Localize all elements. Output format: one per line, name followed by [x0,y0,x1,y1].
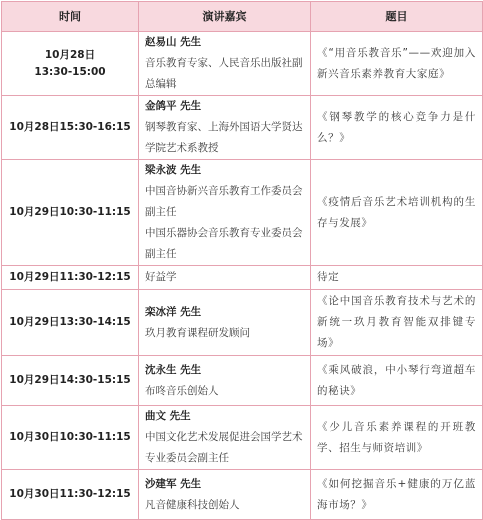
time-text: 10月30日10:30-11:15 [9,431,131,443]
speaker-description: 玖月教育课程研发顾问 [145,326,250,339]
time-text: 10月29日11:30-12:15 [9,271,131,283]
topic-cell: 《“用音乐教音乐”——欢迎加入新兴音乐素养教育大家庭》 [311,32,483,96]
header-speaker: 演讲嘉宾 [139,2,311,32]
topic-cell: 《如何挖掘音乐+健康的万亿蓝海市场？》 [311,470,483,520]
speaker-description: 中国文化艺术发展促进会国学艺术专业委员会副主任 [145,431,303,464]
time-text: 13:30-15:00 [34,65,106,78]
topic-cell: 《论中国音乐教育技术与艺术的新统一玖月教育智能双排键专场》 [311,290,483,356]
table-row [2,290,483,356]
time-cell [2,32,139,96]
table-row [2,266,483,290]
time-text: 10月29日10:30-11:15 [9,206,131,218]
topic-cell: 待定 [311,266,483,290]
time-text: 10月30日11:30-12:15 [9,488,131,500]
speaker-description: 好益学 [145,271,177,283]
table-row [2,160,483,266]
speaker-cell [139,290,311,356]
time-cell [2,470,139,520]
speaker-description: 凡音健康科技创始人 [145,498,240,511]
time-cell [2,356,139,406]
time-text: 10月29日14:30-15:15 [9,374,131,386]
speaker-description: 音乐教育专家、人民音乐出版社副总编辑 [145,57,303,90]
time-cell [2,290,139,356]
speaker-cell [139,266,311,290]
speaker-name: 赵易山 先生 [145,36,202,48]
topic-cell: 《疫情后音乐艺术培训机构的生存与发展》 [311,160,483,266]
speaker-name: 栾冰洋 先生 [145,305,202,318]
speaker-cell [139,470,311,520]
speaker-description: 中国音协新兴音乐教育工作委员会副主任 [145,185,303,218]
header-row [2,2,483,32]
speaker-cell [139,356,311,406]
speaker-description-secondary: 中国乐器协会音乐教育专业委员会副主任 [145,227,303,260]
header-time: 时间 [2,2,139,32]
speaker-cell [139,160,311,266]
time-cell [2,96,139,160]
speaker-cell [139,32,311,96]
speaker-description: 布咚音乐创始人 [145,384,219,397]
time-text: 10月28日 [44,48,96,61]
speaker-name: 沙建军 先生 [145,477,202,490]
topic-cell: 《钢琴教学的核心竞争力是什么？》 [311,96,483,160]
speaker-name: 曲文 先生 [145,410,191,422]
speaker-cell [139,406,311,470]
time-text: 10月29日13:30-14:15 [9,316,131,328]
schedule-table [1,1,483,520]
table-row [2,356,483,406]
table-row [2,470,483,520]
speaker-cell [139,96,311,160]
table-row [2,406,483,470]
topic-cell: 《乘风破浪，中小琴行弯道超车的秘诀》 [311,356,483,406]
speaker-name: 金鸽平 先生 [145,100,202,112]
time-text: 10月28日15:30-16:15 [9,121,131,133]
table-row [2,96,483,160]
topic-cell: 《少儿音乐素养课程的开班教学、招生与师资培训》 [311,406,483,470]
table-row [2,32,483,96]
speaker-name: 梁永波 先生 [145,164,202,176]
speaker-description: 钢琴教育家、上海外国语大学贤达学院艺术系教授 [145,121,303,154]
time-cell [2,406,139,470]
speaker-name: 沈永生 先生 [145,363,202,376]
time-cell [2,160,139,266]
header-topic: 题目 [311,2,483,32]
time-cell [2,266,139,290]
